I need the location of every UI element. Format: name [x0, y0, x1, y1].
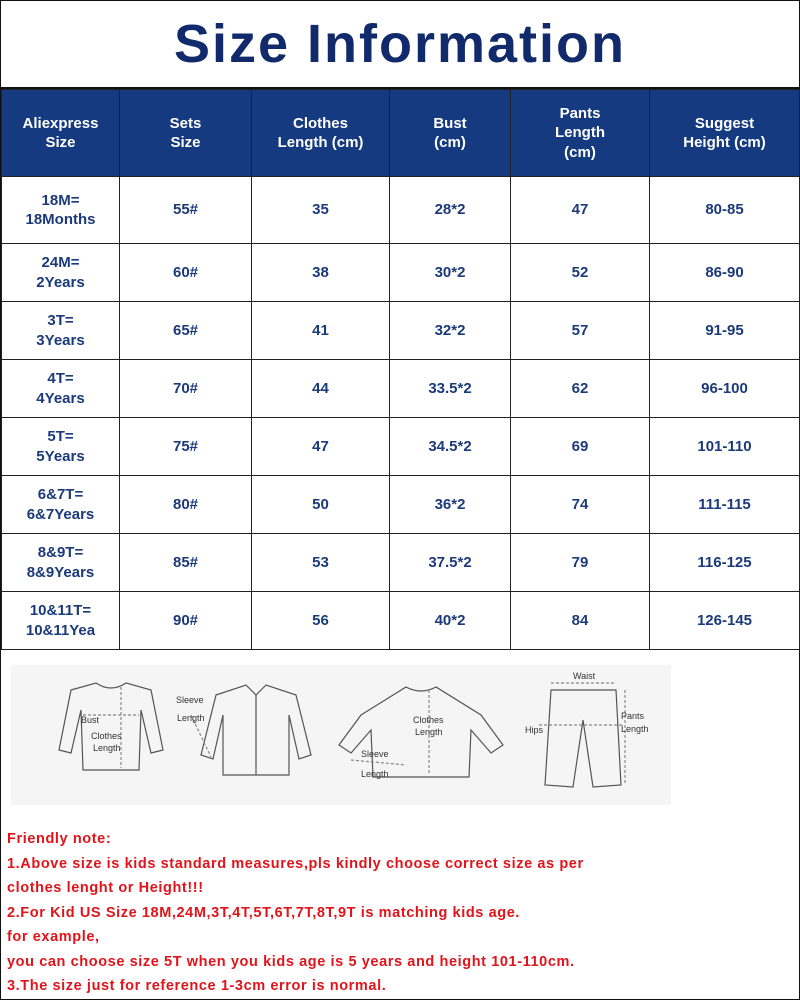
friendly-note — [7, 827, 797, 999]
page-title: Size Information — [1, 1, 799, 89]
note-line: 2.For Kid US Size 18M,24M,3T,4T,5T,6T,7T,8T,9T is matching kids age. — [7, 904, 521, 921]
table-cell: 86-90 — [650, 244, 800, 302]
table-cell: 65# — [120, 302, 252, 360]
size-label-line: 4T= — [47, 370, 74, 387]
table-cell: 34.5*2 — [390, 418, 511, 476]
hips-label: Hips — [525, 725, 544, 735]
table-cell — [2, 177, 120, 244]
table-row — [2, 177, 800, 244]
column-header-line: Size — [170, 134, 201, 151]
table-cell: 37.5*2 — [390, 534, 511, 592]
table-cell: 35 — [252, 177, 390, 244]
clothes-length-label-b: Clothes — [413, 715, 444, 725]
column-header — [2, 90, 120, 177]
pants-length-label: Pants — [621, 711, 645, 721]
column-header-line: Aliexpress — [22, 114, 99, 132]
column-header-line: (cm) — [434, 134, 466, 151]
sleeve-length-label: Sleeve — [176, 695, 204, 705]
column-header-line: Clothes — [292, 114, 348, 132]
note-line: 1.Above size is kids standard measures,pls kindly choose correct size as per — [7, 855, 584, 872]
table-cell: 80-85 — [650, 177, 800, 244]
table-row — [2, 592, 800, 650]
size-label-line: 8&9Years — [26, 563, 95, 581]
column-header-line: (cm) — [564, 143, 596, 161]
table-cell — [2, 534, 120, 592]
column-header-line: Length — [555, 124, 605, 142]
size-label-line: 4Years — [36, 389, 85, 407]
column-header-line: Pants — [559, 104, 601, 122]
table-cell: 33.5*2 — [390, 360, 511, 418]
size-label-line: 10&11T= — [29, 602, 92, 619]
table-cell — [2, 592, 120, 650]
column-header — [120, 90, 252, 177]
note-line: 3.The size just for reference 1-3cm error is normal. — [7, 978, 387, 994]
column-header-line: Sets — [169, 114, 202, 132]
size-label-line: 5T= — [47, 428, 74, 445]
size-label-line: 2Years — [36, 273, 85, 291]
column-header-line: Height (cm) — [683, 134, 766, 151]
measurement-illustration — [11, 665, 671, 805]
size-label-line: 18M= — [41, 191, 80, 209]
table-cell: 116-125 — [650, 534, 800, 592]
note-heading: Friendly note: — [7, 831, 112, 847]
size-label-line: 24M= — [41, 254, 80, 271]
column-header — [252, 90, 390, 177]
table-cell — [2, 244, 120, 302]
table-cell: 38 — [252, 244, 390, 302]
table-cell: 101-110 — [650, 418, 800, 476]
table-row — [2, 418, 800, 476]
column-header — [511, 90, 650, 177]
table-cell — [2, 302, 120, 360]
clothes-length-label-2: Length — [93, 743, 121, 753]
table-row — [2, 302, 800, 360]
table-cell: 75# — [120, 418, 252, 476]
sleeve-length-label-b2: Length — [361, 769, 389, 779]
table-cell: 62 — [511, 360, 650, 418]
table-row — [2, 244, 800, 302]
table-cell: 40*2 — [390, 592, 511, 650]
table-cell: 80# — [120, 476, 252, 534]
table-cell: 36*2 — [390, 476, 511, 534]
table-cell: 60# — [120, 244, 252, 302]
table-header-row — [2, 90, 800, 177]
size-label-line: 3T= — [47, 312, 74, 329]
size-label-line: 6&7T= — [37, 486, 84, 503]
table-cell: 55# — [120, 177, 252, 244]
waist-label: Waist — [573, 671, 596, 681]
bust-label: Bust — [81, 715, 100, 725]
table-row — [2, 360, 800, 418]
clothes-length-label: Clothes — [91, 731, 122, 741]
table-cell: 84 — [511, 592, 650, 650]
table-row — [2, 534, 800, 592]
column-header-line: Suggest — [694, 114, 755, 132]
size-label-line: 8&9T= — [37, 544, 84, 561]
size-table — [1, 89, 800, 650]
column-header — [390, 90, 511, 177]
note-line: for example, — [7, 929, 100, 945]
table-cell — [2, 476, 120, 534]
table-cell: 85# — [120, 534, 252, 592]
table-cell: 90# — [120, 592, 252, 650]
table-cell: 28*2 — [390, 177, 511, 244]
table-cell: 41 — [252, 302, 390, 360]
size-label-line: 6&7Years — [26, 505, 95, 523]
column-header — [650, 90, 800, 177]
table-cell — [2, 360, 120, 418]
table-cell: 32*2 — [390, 302, 511, 360]
size-label-line: 18Months — [25, 211, 96, 228]
measurement-diagram — [11, 665, 671, 805]
tshirt-front-icon — [59, 683, 163, 770]
column-header-line: Length (cm) — [277, 134, 364, 151]
table-cell: 56 — [252, 592, 390, 650]
table-cell: 57 — [511, 302, 650, 360]
table-cell: 52 — [511, 244, 650, 302]
table-cell: 30*2 — [390, 244, 511, 302]
column-header-line: Bust — [433, 114, 467, 132]
note-line: clothes lenght or Height!!! — [7, 880, 204, 896]
table-row — [2, 476, 800, 534]
sleeve-length-label-b: Sleeve — [361, 749, 389, 759]
table-cell: 111-115 — [650, 476, 800, 534]
table-cell: 126-145 — [650, 592, 800, 650]
table-cell — [2, 418, 120, 476]
pants-icon — [545, 690, 621, 787]
sleeve-length-label-2: Length — [177, 713, 205, 723]
table-body — [2, 177, 800, 650]
pants-length-label-2: Length — [621, 724, 649, 734]
table-cell: 96-100 — [650, 360, 800, 418]
table-cell: 47 — [511, 177, 650, 244]
table-cell: 44 — [252, 360, 390, 418]
table-cell: 50 — [252, 476, 390, 534]
table-cell: 69 — [511, 418, 650, 476]
size-label-line: 5Years — [36, 447, 85, 465]
table-cell: 53 — [252, 534, 390, 592]
table-cell: 47 — [252, 418, 390, 476]
note-line: you can choose size 5T when you kids age is 5 years and height 101-110cm. — [7, 953, 575, 970]
column-header-line: Size — [45, 134, 76, 151]
clothes-length-label-b2: Length — [415, 727, 443, 737]
table-cell: 74 — [511, 476, 650, 534]
table-cell: 91-95 — [650, 302, 800, 360]
size-label-line: 3Years — [36, 331, 85, 349]
table-cell: 79 — [511, 534, 650, 592]
table-cell: 70# — [120, 360, 252, 418]
size-label-line: 10&11Yea — [25, 621, 96, 639]
